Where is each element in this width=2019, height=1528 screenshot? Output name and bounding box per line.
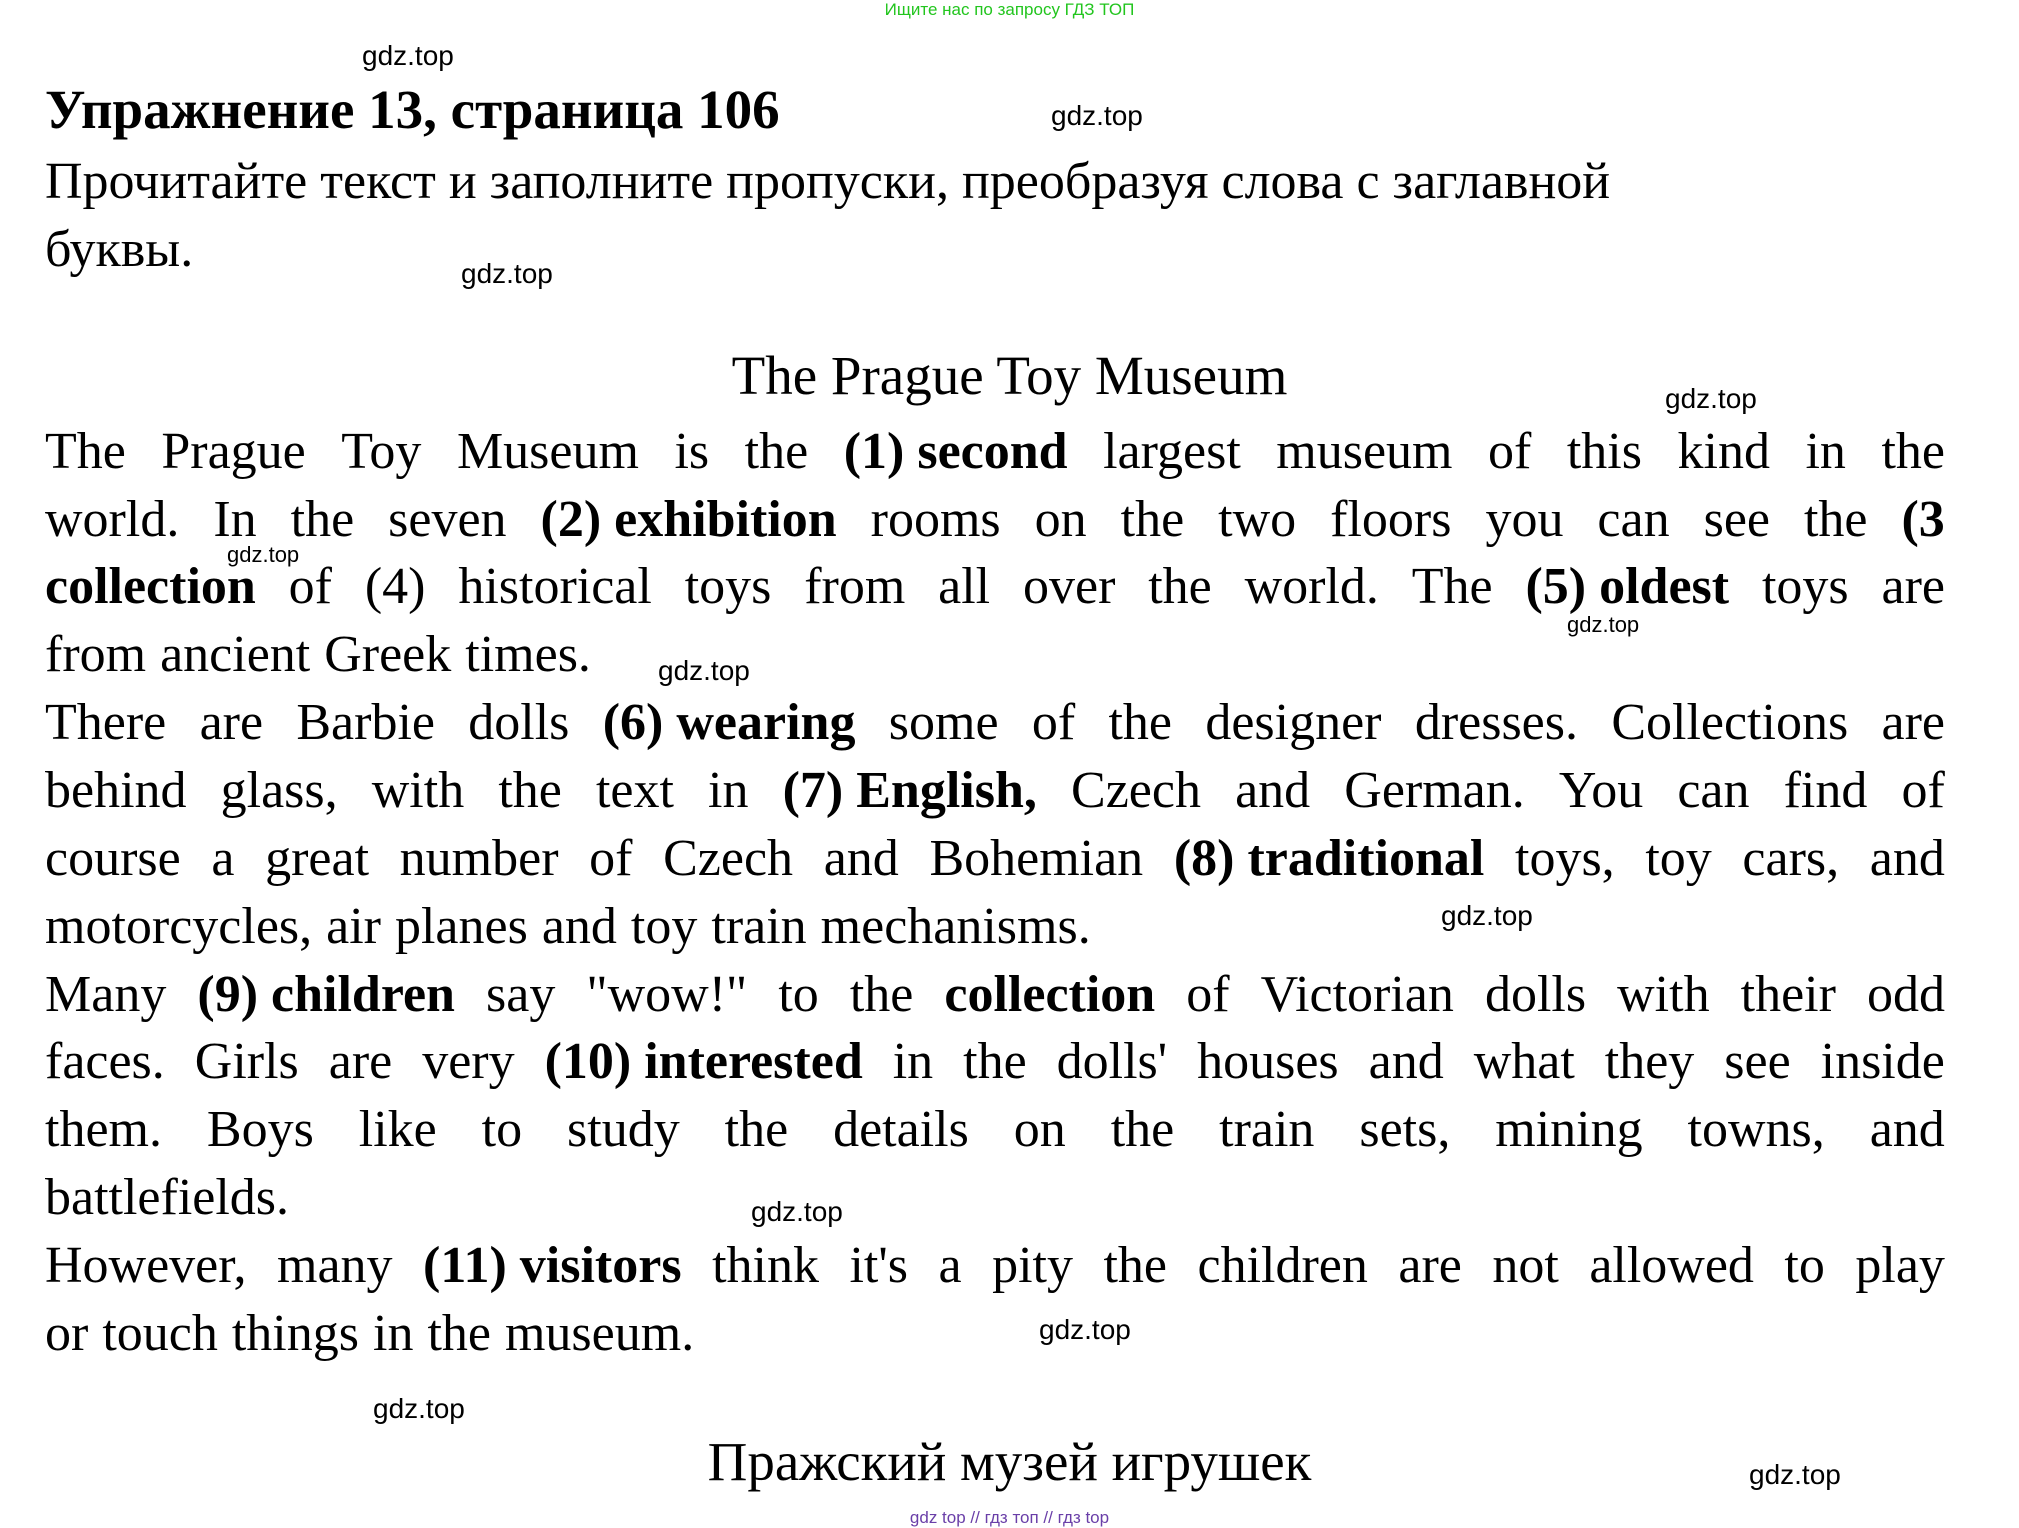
text-word: dresses.: [1414, 694, 1578, 751]
text-word: course: [45, 830, 181, 887]
answer-word: (6) wearing: [602, 694, 856, 751]
text-word: However,: [45, 1237, 247, 1294]
watermark: gdz.top: [1749, 1459, 1841, 1490]
text-word: the: [1120, 491, 1185, 548]
text-word: houses: [1197, 1033, 1339, 1090]
text-word: German.: [1344, 762, 1525, 819]
text-word: great: [265, 830, 370, 887]
text-word: The: [45, 423, 126, 480]
text-word: allowed: [1589, 1237, 1754, 1294]
text-word: cars,: [1742, 830, 1840, 887]
text-word: to: [778, 966, 819, 1023]
text-word: the: [427, 1305, 491, 1362]
text-word: Bohemian: [929, 830, 1144, 887]
text-word: the: [744, 423, 809, 480]
text-word: historical: [458, 558, 652, 615]
text-word: seven: [388, 491, 507, 548]
instruction-line-1: Прочитайте текст и заполните пропуски, преобразуя слова с заглавной: [45, 153, 1611, 210]
text-word: in: [373, 1305, 414, 1362]
text-line: [45, 1028, 1945, 1096]
text-word: Czech: [1071, 762, 1201, 819]
text-word: the: [498, 762, 562, 819]
text-word: a: [938, 1237, 962, 1294]
answer-word: (7) English,: [782, 762, 1037, 819]
text-word: floors: [1330, 491, 1452, 548]
text-word: of: [589, 830, 633, 887]
text-word: toys,: [1515, 830, 1615, 887]
text-word: from: [804, 558, 906, 615]
text-word: Museum: [456, 423, 639, 480]
watermark: gdz.top: [1665, 383, 1757, 414]
text-word: the: [1110, 1101, 1175, 1158]
instruction-line-2: буквы.: [45, 221, 194, 278]
text-word: in: [1805, 423, 1846, 480]
text-line: [45, 1164, 1945, 1232]
answer-word: collection: [944, 966, 1156, 1023]
english-text-title: The Prague Toy Museum: [731, 345, 1288, 406]
text-word: this: [1566, 423, 1642, 480]
text-word: mining: [1495, 1101, 1643, 1158]
text-word: mechanisms.: [820, 898, 1091, 955]
text-word: planes: [394, 898, 528, 955]
text-word: Toy: [341, 423, 422, 480]
text-word: over: [1022, 558, 1116, 615]
text-word: see: [1703, 491, 1770, 548]
text-word: say: [486, 966, 556, 1023]
text-word: of: [288, 558, 332, 615]
text-word: dolls: [468, 694, 570, 751]
text-word: what: [1473, 1033, 1575, 1090]
answer-word: (3: [1901, 491, 1945, 548]
text-word: and: [1235, 762, 1311, 819]
text-word: are: [1881, 694, 1945, 751]
text-word: the: [963, 1033, 1027, 1090]
text-word: and: [1869, 1101, 1945, 1158]
text-word: study: [567, 1101, 680, 1158]
text-word: on: [1034, 491, 1087, 548]
text-word: museum.: [504, 1305, 695, 1362]
text-word: their: [1740, 966, 1836, 1023]
text-word: world.: [1244, 558, 1379, 615]
text-word: air: [326, 898, 381, 955]
text-word: the: [290, 491, 355, 548]
answer-word: (10) interested: [544, 1033, 863, 1090]
text-word: (4): [364, 558, 426, 615]
text-word: or: [45, 1305, 89, 1362]
text-word: with: [371, 762, 465, 819]
text-word: text: [595, 762, 674, 819]
answer-word: (11) visitors: [423, 1237, 682, 1294]
text-word: the: [1103, 1237, 1167, 1294]
bottom-banner: gdz top // гдз топ // гдз top: [909, 1508, 1110, 1527]
text-word: train: [1219, 1101, 1315, 1158]
text-word: There: [45, 694, 167, 751]
text-word: Many: [45, 966, 167, 1023]
text-word: can: [1597, 491, 1670, 548]
text-word: find: [1783, 762, 1868, 819]
text-word: is: [674, 423, 710, 480]
text-word: are: [328, 1033, 393, 1090]
text-word: very: [422, 1033, 515, 1090]
text-word: rooms: [870, 491, 1001, 548]
text-word: to: [1784, 1237, 1825, 1294]
text-line: [45, 893, 1945, 961]
text-word: Collections: [1611, 694, 1849, 751]
text-word: toy: [630, 898, 698, 955]
text-word: toy: [1645, 830, 1712, 887]
text-word: towns,: [1687, 1101, 1825, 1158]
text-word: the: [1148, 558, 1212, 615]
text-word: You: [1558, 762, 1644, 819]
text-word: in: [708, 762, 749, 819]
exercise-instruction: [45, 148, 1945, 284]
text-line: [45, 1300, 1945, 1368]
text-word: it's: [849, 1237, 908, 1294]
text-word: the: [1803, 491, 1868, 548]
text-word: largest: [1103, 423, 1241, 480]
text-word: play: [1855, 1237, 1945, 1294]
text-line: [45, 621, 1945, 689]
text-word: toys: [1761, 558, 1849, 615]
watermark: gdz.top: [1441, 900, 1533, 931]
text-word: odd: [1866, 966, 1945, 1023]
watermark: gdz.top: [751, 1196, 843, 1227]
text-line: [45, 553, 1945, 621]
watermark: gdz.top: [658, 655, 750, 686]
russian-translation-title: Пражский музей игрушек: [707, 1431, 1312, 1492]
answer-word: (2) exhibition: [540, 491, 837, 548]
text-word: are: [199, 694, 264, 751]
text-word: the: [1108, 694, 1173, 751]
text-word: dolls: [1484, 966, 1587, 1023]
text-word: number: [399, 830, 559, 887]
answer-word: (8) traditional: [1173, 830, 1485, 887]
text-line: [45, 418, 1945, 486]
text-word: are: [1881, 558, 1945, 615]
answer-word: (1) second: [843, 423, 1068, 480]
text-word: see: [1724, 1033, 1791, 1090]
text-word: to: [481, 1101, 523, 1158]
text-word: dolls': [1056, 1033, 1168, 1090]
text-word: all: [938, 558, 991, 615]
top-banner: Ищите нас по запросу ГДЗ ТОП: [884, 0, 1135, 19]
text-word: inside: [1820, 1033, 1945, 1090]
text-word: toys: [684, 558, 772, 615]
watermark: gdz.top: [373, 1393, 465, 1424]
text-word: the: [1881, 423, 1945, 480]
text-word: pity: [992, 1237, 1073, 1294]
text-word: times.: [465, 626, 591, 683]
answer-word: (9) children: [197, 966, 455, 1023]
text-word: Prague: [161, 423, 306, 480]
text-word: you: [1485, 491, 1564, 548]
text-word: battlefields.: [45, 1169, 290, 1226]
text-word: ancient: [160, 626, 311, 683]
text-word: museum: [1276, 423, 1453, 480]
text-word: children: [1197, 1237, 1368, 1294]
text-word: Victorian: [1260, 966, 1454, 1023]
text-line: [45, 1096, 1945, 1164]
text-word: of: [1488, 423, 1532, 480]
text-word: many: [277, 1237, 393, 1294]
watermark: gdz.top: [227, 542, 300, 567]
text-line: [45, 825, 1945, 893]
text-word: and: [1368, 1033, 1444, 1090]
text-line: [45, 961, 1945, 1029]
text-word: "wow!": [586, 966, 748, 1023]
text-word: are: [1398, 1237, 1462, 1294]
text-word: train: [711, 898, 807, 955]
text-word: and: [823, 830, 899, 887]
watermark: gdz.top: [461, 258, 553, 289]
text-word: of: [1031, 694, 1076, 751]
answer-word: (5) oldest: [1525, 558, 1730, 615]
text-word: on: [1013, 1101, 1066, 1158]
text-word: The: [1411, 558, 1493, 615]
text-word: touch: [102, 1305, 218, 1362]
text-word: they: [1604, 1033, 1695, 1090]
text-word: Girls: [194, 1033, 299, 1090]
text-word: of: [1901, 762, 1945, 819]
text-word: behind: [45, 762, 187, 819]
watermark: gdz.top: [1051, 100, 1143, 131]
text-word: think: [712, 1237, 819, 1294]
text-word: Czech: [663, 830, 794, 887]
text-word: a: [211, 830, 235, 887]
text-line: [45, 1232, 1945, 1300]
text-word: Barbie: [296, 694, 435, 751]
exercise-heading: Упражнение 13, страница 106: [45, 79, 780, 140]
answer-word: collection: [45, 558, 256, 615]
text-word: details: [833, 1101, 969, 1158]
text-word: designer: [1205, 694, 1382, 751]
text-word: and: [541, 898, 617, 955]
watermark: gdz.top: [362, 40, 454, 71]
text-word: of: [1186, 966, 1230, 1023]
text-word: with: [1617, 966, 1710, 1023]
text-word: glass,: [220, 762, 338, 819]
text-word: not: [1492, 1237, 1559, 1294]
text-word: motorcycles,: [45, 898, 313, 955]
text-word: the: [849, 966, 914, 1023]
text-word: In: [213, 491, 257, 548]
text-line: [45, 689, 1945, 757]
text-word: Greek: [324, 626, 452, 683]
text-line: [45, 486, 1945, 554]
text-word: kind: [1677, 423, 1770, 480]
text-word: things: [231, 1305, 359, 1362]
watermark: gdz.top: [1567, 612, 1640, 637]
text-word: two: [1218, 491, 1297, 548]
watermark: gdz.top: [1039, 1314, 1131, 1345]
text-word: them.: [45, 1101, 162, 1158]
text-word: and: [1869, 830, 1945, 887]
text-word: faces.: [45, 1033, 165, 1090]
text-line: [45, 757, 1945, 825]
text-word: the: [724, 1101, 789, 1158]
text-word: Boys: [206, 1101, 314, 1158]
text-word: from: [45, 626, 147, 683]
text-word: can: [1677, 762, 1750, 819]
text-word: world.: [45, 491, 180, 548]
text-word: in: [892, 1033, 934, 1090]
text-word: some: [888, 694, 999, 751]
text-word: like: [358, 1101, 437, 1158]
text-word: sets,: [1359, 1101, 1451, 1158]
